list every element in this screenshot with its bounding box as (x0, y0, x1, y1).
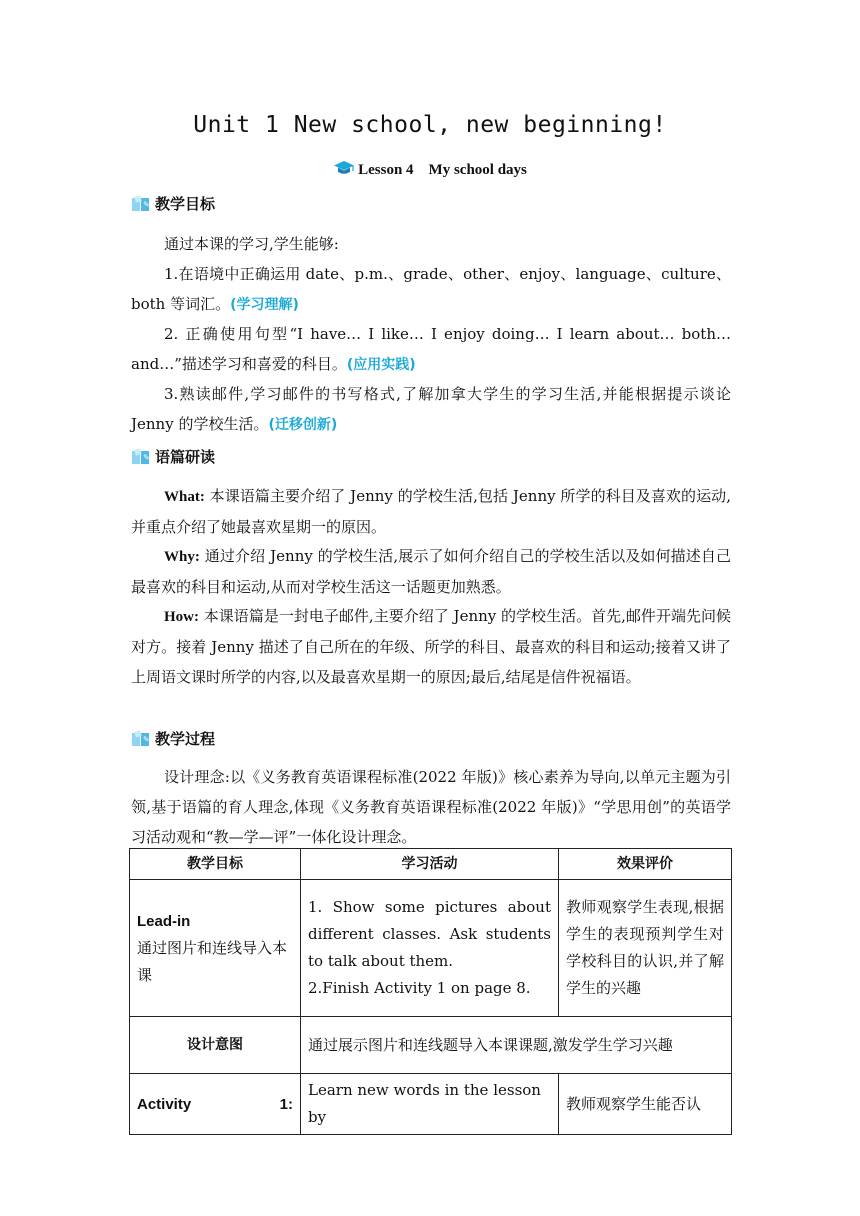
activity-cell (301, 880, 559, 1017)
how-text: 本课语篇是一封电子邮件,主要介绍了 Jenny 的学校生活。首先,邮件开端先问候对方。接着 Jenny 描述了自己所在的年级、所学的科目、最喜欢的科目和运动;接着又讲了上周语文课时所学的内容,以及最喜欢星期一的原因;最后,结尾是信件祝福语。 (131, 607, 731, 686)
goal-title: Activity 1: (137, 1095, 293, 1113)
objective-tag: (应用实践) (346, 357, 416, 373)
book-section-icon (131, 730, 151, 748)
evaluation-cell: 教师观察学生能否认 (559, 1074, 732, 1135)
goal-cell (130, 1074, 301, 1135)
section-heading-process (131, 728, 215, 749)
lesson-title: Lesson 4 My school days (358, 162, 527, 178)
evaluation-cell: 教师观察学生表现,根据学生的表现预判学生对学校科目的认识,并了解学生的兴趣 (559, 880, 732, 1017)
activity-line: 2.Finish Activity 1 on page 8. (308, 979, 531, 997)
objective-text: 2. 正确使用句型“I have… I like… I enjoy doing… I learn about… both… and…”描述学习和喜爱的科目。 (131, 325, 731, 373)
design-intent-text: 通过展示图片和连线题导入本课课题,激发学生学习兴趣 (301, 1017, 732, 1074)
book-section-icon (131, 195, 151, 213)
book-section-icon (131, 448, 151, 466)
goal-text: 通过图片和连线导入本课 (137, 938, 288, 984)
what-label: What: (164, 489, 205, 505)
header-evaluation: 效果评价 (559, 849, 732, 880)
table-row (130, 880, 732, 1017)
page-title: Unit 1 New school, new beginning! (193, 112, 667, 138)
section-heading-reading (131, 446, 215, 467)
heading-text: 语篇研读 (155, 448, 216, 466)
lesson-subtitle (0, 160, 860, 181)
activity-cell: Learn new words in the lesson by (301, 1074, 559, 1135)
objectives-intro: 通过本课的学习,学生能够: (164, 235, 339, 253)
what-text: 本课语篇主要介绍了 Jenny 的学校生活,包括 Jenny 所学的科目及喜欢的运动,并重点介绍了她最喜欢星期一的原因。 (131, 487, 731, 536)
objective-tag: (学习理解) (230, 297, 299, 313)
svg-text:✎: ✎ (143, 199, 150, 209)
heading-text: 教学过程 (155, 730, 216, 748)
svg-text:✎: ✎ (143, 452, 150, 462)
goal-cell (130, 880, 301, 1017)
graduation-cap-icon (333, 160, 355, 181)
objective-text: 3.熟读邮件,学习邮件的书写格式,了解加拿大学生的学习生活,并能根据提示谈论 Jenny 的学校生活。 (131, 385, 731, 433)
header-activity: 学习活动 (301, 849, 559, 880)
heading-text: 教学目标 (155, 195, 216, 213)
objective-item-3 (131, 379, 731, 440)
reading-why (131, 541, 731, 602)
section-heading-objectives (131, 193, 215, 214)
objective-item-1 (131, 259, 731, 320)
activity-line: 1. Show some pictures about different classes. Ask students to talk about them. (308, 898, 551, 970)
table-row (130, 1017, 732, 1074)
reading-what (131, 481, 731, 542)
process-intro: 设计理念:以《义务教育英语课程标准(2022 年版)》核心素养为导向,以单元主题为引领,基于语篇的育人理念,体现《义务教育英语课程标准(2022 年版)》“学思用创”的英语学习活动观和“教—学—评”一体化设计理念。 (131, 768, 731, 846)
svg-text:✎: ✎ (143, 734, 150, 744)
table-header-row (130, 849, 732, 880)
header-goal: 教学目标 (130, 849, 301, 880)
why-label: Why: (164, 549, 200, 565)
objective-text: 1.在语境中正确运用 date、p.m.、grade、other、enjoy、language、culture、both 等词汇。 (131, 265, 731, 313)
how-label: How: (164, 609, 199, 625)
table-row (130, 1074, 732, 1135)
reading-how (131, 601, 731, 692)
objective-item-2 (131, 319, 731, 380)
design-intent-label: 设计意图 (130, 1017, 301, 1074)
objective-tag: (迁移创新) (268, 417, 338, 433)
goal-title: Lead-in (137, 912, 191, 930)
why-text: 通过介绍 Jenny 的学校生活,展示了如何介绍自己的学校生活以及如何描述自己最喜欢的科目和运动,从而对学校生活这一话题更加熟悉。 (131, 547, 731, 596)
lesson-plan-table (129, 848, 732, 1135)
